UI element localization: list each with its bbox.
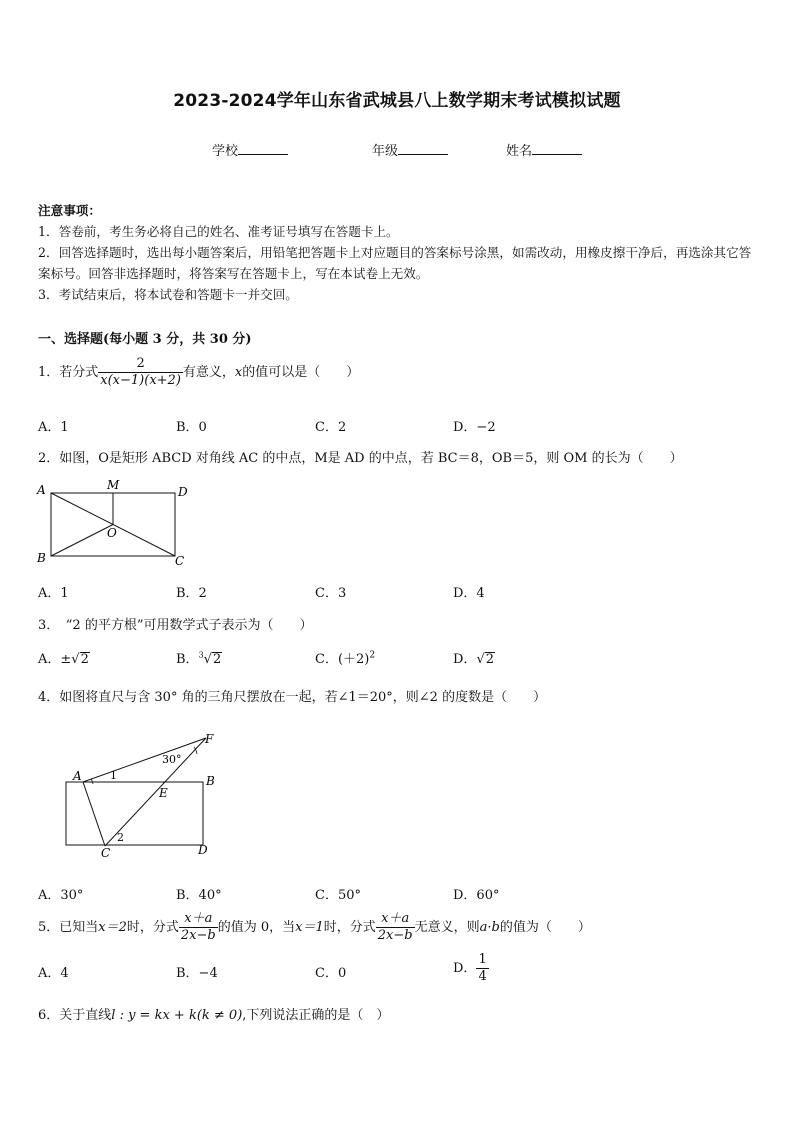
q5-f2-denominator: 2x−b: [377, 928, 413, 943]
q2-option-a[interactable]: A．1: [38, 586, 69, 601]
q5-fraction-1: [179, 911, 218, 944]
q5-stem-post: 的值为（ ）: [499, 920, 591, 935]
q5-f1-denominator: 2x−b: [180, 928, 216, 943]
label-b: B: [206, 774, 215, 788]
q1-option-a[interactable]: A．1: [38, 420, 69, 435]
q1-stem-pre: 1．若分式: [38, 365, 99, 380]
notice-item-2: 2．回答选择题时，选出每小题答案后，用铅笔把答题卡上对应题目的答案标号涂黑，如需改动，用橡皮擦干净后，再选涂其它答案标号。回答非选择题时，将答案写在答题卡上，写在本试卷上无效。: [38, 245, 752, 281]
q5-f2-numerator: x＋a: [376, 911, 415, 928]
q5-option-b[interactable]: B．−4: [176, 966, 218, 981]
label-e: E: [159, 786, 168, 800]
q1-numerator: 2: [98, 356, 183, 373]
q5-stem-mid4: 无意义，则: [414, 920, 480, 935]
label-f: F: [205, 732, 214, 746]
school-blank: [238, 142, 288, 155]
question-4: 4．如图将直尺与含 30° 角的三角尺摆放在一起，若∠1＝20°，则∠2 的度数是（ ）: [38, 690, 547, 705]
sqrt-sign: √: [476, 652, 485, 667]
q1-denominator: x(x−1)(x+2): [100, 373, 181, 388]
question-2: 2．如图，O是矩形 ABCD 对角线 AC 的中点，M是 AD 的中点，若 BC＝8，OB＝5，则 OM 的长为（ ）: [38, 451, 683, 466]
page-title: 2023-2024学年山东省武城县八上数学期末考试模拟试题: [173, 91, 621, 111]
section-heading: 一、选择题(每小题 3 分，共 30 分): [38, 332, 252, 347]
q5-condition-2: x＝1: [295, 920, 324, 935]
q5-option-a[interactable]: A．4: [38, 966, 69, 981]
q5-option-c[interactable]: C．0: [315, 966, 347, 981]
sqrt-sign: √: [71, 652, 80, 667]
q3-b-label: B．: [176, 652, 199, 667]
q3-b-index: 3: [198, 650, 204, 660]
label-d: D: [198, 843, 208, 857]
triangle-side-ac: [83, 782, 105, 846]
label-o: O: [107, 526, 117, 540]
grade-field: [372, 140, 448, 159]
q4-option-a[interactable]: A．30°: [38, 888, 84, 903]
notice-item-3: 3．考试结束后，将本试卷和答题卡一并交回。: [38, 287, 298, 302]
name-blank: [532, 142, 582, 155]
label-c: C: [175, 554, 185, 568]
q5-stem-mid1: 时，分式: [126, 920, 179, 935]
notice-heading: 注意事项：: [38, 203, 101, 218]
q1-variable: x: [234, 365, 243, 380]
label-d: D: [178, 485, 188, 499]
q1-fraction: [98, 356, 183, 389]
q3-a-plusminus: ±: [60, 652, 72, 667]
q5-d-fraction: [476, 952, 488, 985]
question-6: [38, 1004, 389, 1023]
grade-blank: [398, 142, 448, 155]
q4-option-b[interactable]: B．40°: [176, 888, 222, 903]
q5-f1-numerator: x＋a: [179, 911, 218, 928]
label-a: A: [73, 769, 82, 783]
triangle-side-cf: [105, 738, 206, 846]
q3-option-c[interactable]: [315, 648, 375, 667]
q5-stem-mid2: 的值为 0，当: [217, 920, 296, 935]
q3-option-b[interactable]: [176, 648, 222, 667]
q1-option-b[interactable]: B．0: [176, 420, 207, 435]
q1-stem-end: 的值可以是（ ）: [242, 365, 360, 380]
q5-stem-pre: 5．已知当: [38, 920, 99, 935]
q2-option-b[interactable]: B．2: [176, 586, 207, 601]
q3-c-label: C．: [315, 652, 338, 667]
q3-c-exponent: 2: [369, 650, 376, 661]
sqrt-sign: √: [203, 652, 212, 667]
q4-option-d[interactable]: D．60°: [453, 888, 500, 903]
q3-d-radicand: 2: [485, 652, 495, 667]
label-m: M: [107, 478, 120, 492]
q1-option-c[interactable]: C．2: [315, 420, 347, 435]
q3-d-label: D．: [453, 652, 477, 667]
grade-label: 年级: [372, 144, 399, 159]
notice-block: [38, 200, 758, 305]
q5-d-numerator: 1: [478, 952, 487, 967]
label-a: A: [37, 483, 46, 497]
q4-option-c[interactable]: C．50°: [315, 888, 361, 903]
q3-a-radicand: 2: [80, 652, 89, 667]
q5-d-denominator: 4: [478, 969, 487, 984]
label-angle-2: 2: [117, 831, 124, 844]
q2-option-d[interactable]: D．4: [453, 586, 485, 601]
q3-a-label: A．: [38, 652, 61, 667]
q5-d-label: D．: [453, 961, 477, 976]
question-5: [38, 911, 591, 944]
question-3: 3． “2 的平方根”可用数学式子表示为（ ）: [38, 618, 313, 633]
q5-condition-1: x＝2: [98, 920, 127, 935]
label-b: B: [37, 551, 46, 565]
q3-option-d[interactable]: [453, 648, 495, 667]
q5-option-d[interactable]: [453, 952, 489, 985]
school-field: [212, 140, 288, 159]
q5-stem-mid3: 时，分式: [323, 920, 376, 935]
q3-b-radicand: 2: [212, 652, 222, 667]
q2-option-c[interactable]: C．3: [315, 586, 347, 601]
q3-option-a[interactable]: [38, 648, 90, 667]
name-label: 姓名: [506, 144, 533, 159]
rectangle-figure: [34, 476, 194, 568]
notice-item-1: 1．答卷前，考生务必将自己的姓名、准考证号填写在答题卡上。: [38, 224, 399, 239]
question-1: [38, 356, 359, 389]
q1-stem-post: 有意义，: [182, 365, 235, 380]
name-field: [506, 140, 582, 159]
q5-fraction-2: [376, 911, 415, 944]
label-c: C: [101, 846, 111, 860]
label-angle-1: 1: [110, 769, 117, 782]
q6-expression: l : y = kx + k(k ≠ 0): [111, 1008, 243, 1023]
q5-expression: a·b: [479, 920, 500, 935]
q1-option-d[interactable]: D．−2: [453, 420, 496, 435]
q3-c-base: (＋2): [337, 652, 370, 667]
ruler-triangle-figure: [55, 726, 225, 864]
school-label: 学校: [212, 144, 239, 159]
triangle-side-af: [83, 738, 206, 782]
segment-ob: [51, 525, 113, 557]
label-30-degree: 30°: [162, 753, 182, 766]
q6-stem-pre: 6．关于直线: [38, 1008, 112, 1023]
q6-stem-post: ,下列说法正确的是（ ）: [242, 1008, 390, 1023]
